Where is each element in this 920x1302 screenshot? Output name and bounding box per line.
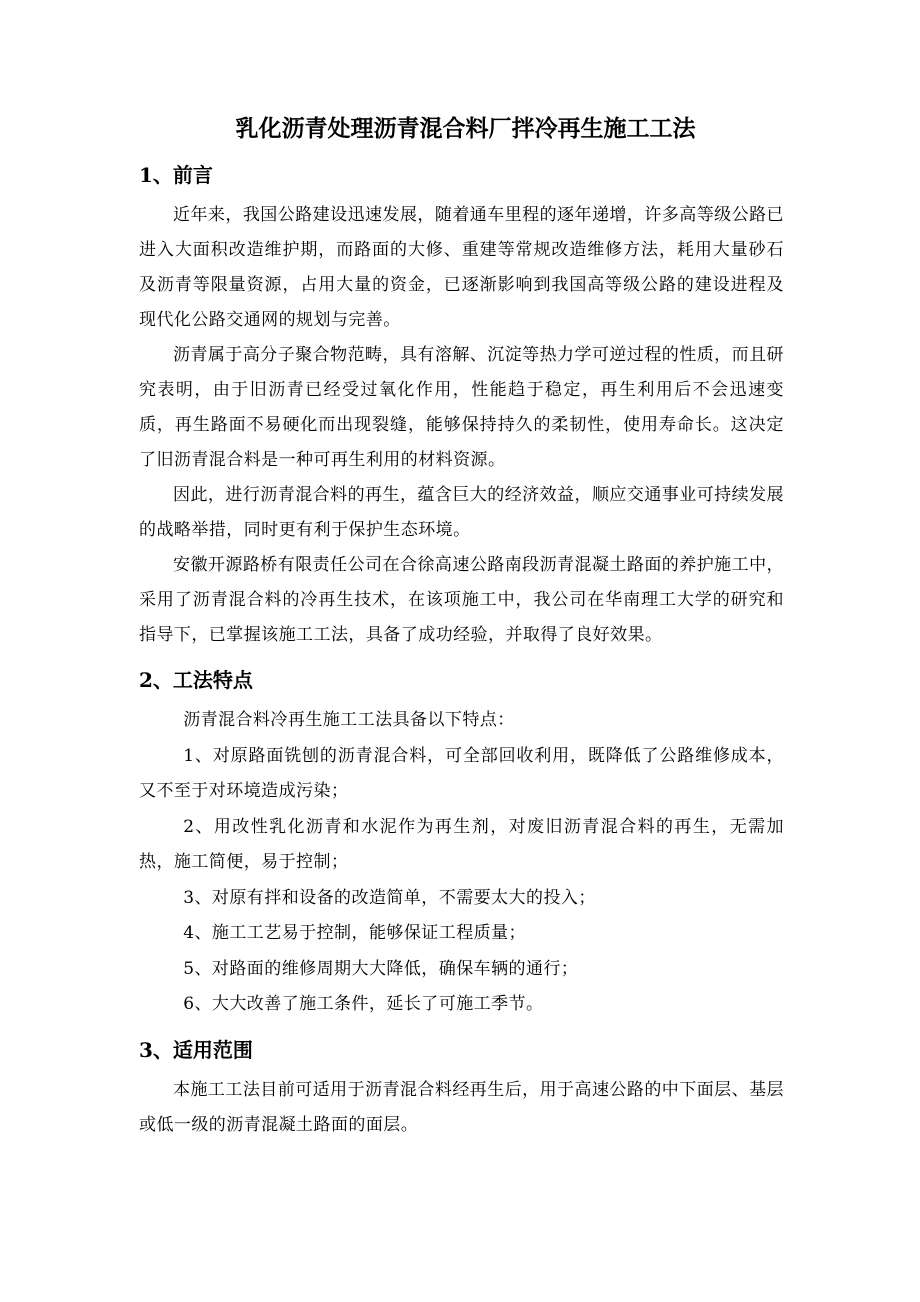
list-item: 5、对路面的维修周期大大降低，确保车辆的通行； xyxy=(183,958,579,979)
list-item: 1、对原路面铣刨的沥青混合料，可全部回收利用，既降低了公路维修成本，又不至于对环境造成污染； xyxy=(139,745,784,801)
list-item: 3、对原有拌和设备的改造简单，不需要太大的投入； xyxy=(183,887,596,908)
paragraph: 沥青属于高分子聚合物范畴，具有溶解、沉淀等热力学可逆过程的性质，而且研究表明，由于旧沥青已经受过氧化作用，性能趋于稳定，再生利用后不会迅速变质，再生路面不易硬化而出现裂缝，能够保持持久的柔韧性，使用寿命长。这决定了旧沥青混合料是一种可再生利用的材料资源。 xyxy=(139,345,784,470)
list-item: 6、大大改善了施工条件，延长了可施工季节。 xyxy=(183,994,544,1014)
section-heading-features: 2、工法特点 xyxy=(139,668,253,692)
paragraph: 近年来，我国公路建设迅速发展，随着通车里程的逐年递增，许多高等级公路已进入大面积改造维护期，而路面的大修、重建等常规改造维修方法，耗用大量砂石及沥青等限量资源，占用大量的资金，已逐渐影响到我国高等级公路的建设进程及现代化公路交通网的规划与完善。 xyxy=(139,205,784,330)
paragraph: 本施工工法目前可适用于沥青混合料经再生后，用于高速公路的中下面层、基层或低一级的沥青混凝土路面的面层。 xyxy=(139,1079,784,1135)
section-heading-scope: 3、适用范围 xyxy=(139,1037,253,1062)
section-heading-foreword: 1、前言 xyxy=(139,163,213,187)
list-item: 4、施工工艺易于控制，能够保证工程质量； xyxy=(183,923,527,943)
paragraph: 因此，进行沥青混合料的再生，蕴含巨大的经济效益，顺应交通事业可持续发展的战略举措，同时更有利于保护生态环境。 xyxy=(139,485,784,540)
list-item: 2、用改性乳化沥青和水泥作为再生剂，对废旧沥青混合料的再生，无需加热，施工简便，易于控制； xyxy=(139,816,784,872)
document-title: 乳化沥青处理沥青混合料厂拌冷再生施工工法 xyxy=(235,115,696,142)
list-intro: 沥青混合料冷再生施工工法具备以下特点： xyxy=(183,710,515,730)
paragraph: 安徽开源路桥有限责任公司在合徐高速公路南段沥青混凝土路面的养护施工中，采用了沥青混合料的冷再生技术，在该项施工中，我公司在华南理工大学的研究和指导下，已掌握该施工工法，具备了成功经验，并取得了良好效果。 xyxy=(139,555,784,645)
